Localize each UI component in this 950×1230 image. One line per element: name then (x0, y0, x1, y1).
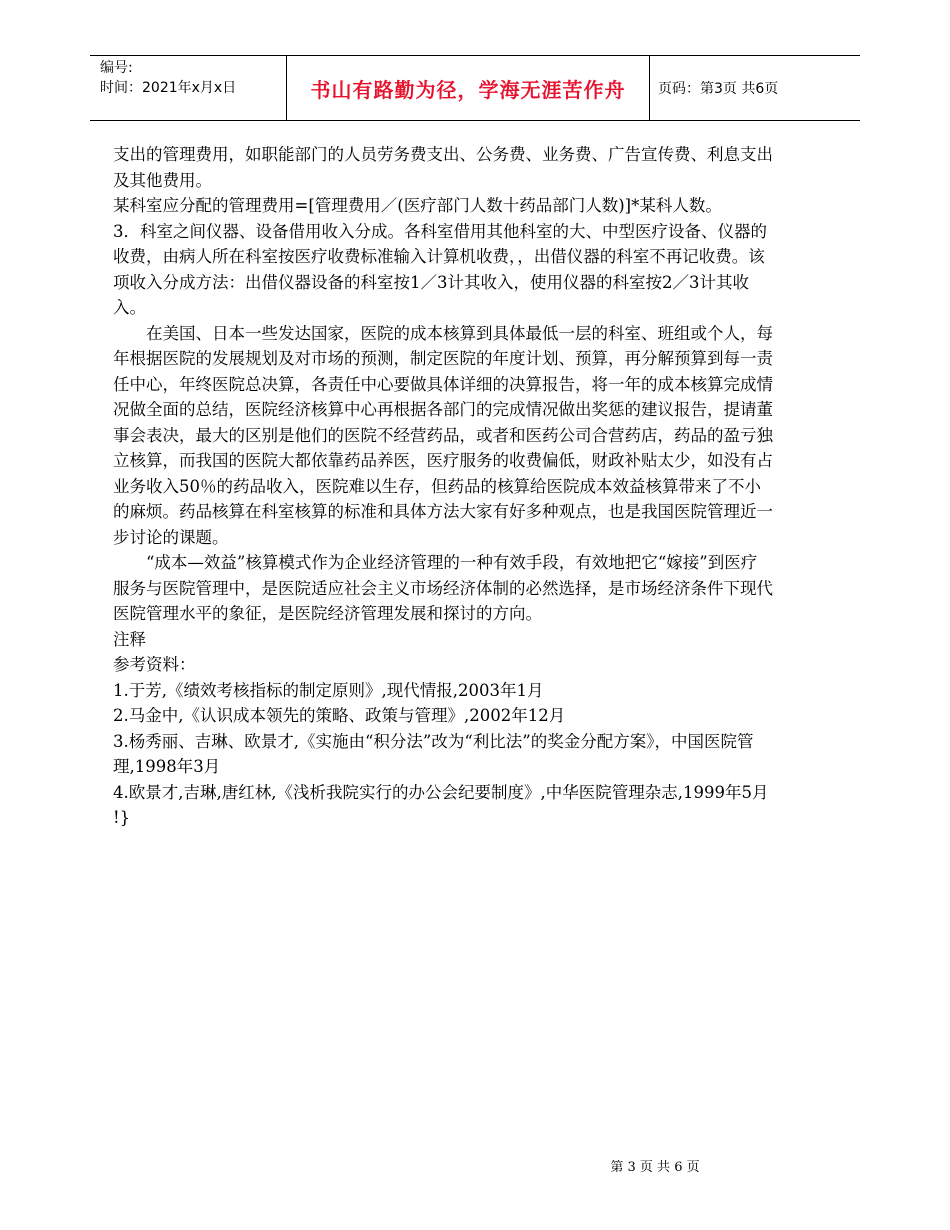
header-page-cell (650, 56, 860, 120)
header-motto-cell (286, 56, 650, 120)
page-footer (0, 1156, 950, 1175)
header-motto: 书山有路勤为径，学海无涯苦作舟 (310, 77, 626, 102)
header-page-label: 页码：第3页 共6页 (658, 81, 779, 97)
header-meta (90, 56, 286, 120)
paragraph-equipment: 3．科室之间仪器、设备借用收入分成。各科室借用其他科室的大、中型医疗设备、仪器的收费，由病人所在科室按医疗收费标准输入计算机收费，，出借仪器的科室不再记收费。该项收入分成方法：出借仪器设备的科室按1／3计其收入，使用仪器的科室按2／3计其收入。 (113, 221, 767, 317)
footer-page-number: 第 3 页 共 6 页 (610, 1160, 700, 1175)
references-heading: 参考资料： (113, 655, 196, 674)
paragraph-formula: 某科室应分配的管理费用=[管理费用／(医疗部门人数十药品部门人数)]*某科人数。 (113, 196, 722, 215)
paragraph-expense: 支出的管理费用，如职能部门的人员劳务费支出、公务费、业务费、广告宣传费、利息支出及其他费用。 (113, 145, 773, 190)
reference-item: 3.杨秀丽、吉琳、欧景才,《实施由“积分法”改为“利比法”的奖金分配方案》，中国医院管理,1998年3月 (113, 731, 754, 776)
reference-item: 4.欧景才,吉琳,唐红林,《浅析我院实行的办公会纪要制度》,中华医院管理杂志,1999年5月 !} (113, 782, 769, 827)
document-code-label: 编号: (100, 60, 133, 76)
document-time-label: 时间：2021年x月x日 (100, 80, 237, 96)
page-header (90, 55, 860, 121)
reference-item: 1.于芳,《绩效考核指标的制定原则》,现代情报,2003年1月 (113, 680, 544, 700)
document-body (113, 142, 773, 831)
paragraph-conclusion: “成本—效益”核算模式作为企业经济管理的一种有效手段，有效地把它“嫁接”到医疗服务与医院管理中，是医院适应社会主义市场经济体制的必然选择，是市场经济条件下现代医院管理水平的象征，是医院经济管理发展和探讨的方向。 (113, 553, 773, 623)
reference-item: 2.马金中,《认识成本领先的策略、政策与管理》,2002年12月 (113, 706, 566, 725)
notes-heading: 注释 (113, 629, 146, 649)
paragraph-comparison: 在美国、日本一些发达国家，医院的成本核算到具体最低一层的科室、班组或个人，每年根据医院的发展规划及对市场的预测，制定医院的年度计划、预算，再分解预算到每一责任中心，年终医院总决算，各责任中心要做具体详细的决算报告，将一年的成本核算完成情况做全面的总结，医院经济核算中心再根据各部门的完成情况做出奖惩的建议报告，提请董事会表决，最大的区别是他们的医院不经营药品，或者和医药公司合营药店，药品的盈亏独立核算，而我国的医院大都依靠药品养医，医疗服务的收费偏低，财政补贴太少，如没有占业务收入50％的药品收入，医院难以生存，但药品的核算给医院成本效益核算带来了不小的麻烦。药品核算在科室核算的标准和具体方法大家有好多种观点，也是我国医院管理近一步讨论的课题。 (113, 323, 773, 547)
